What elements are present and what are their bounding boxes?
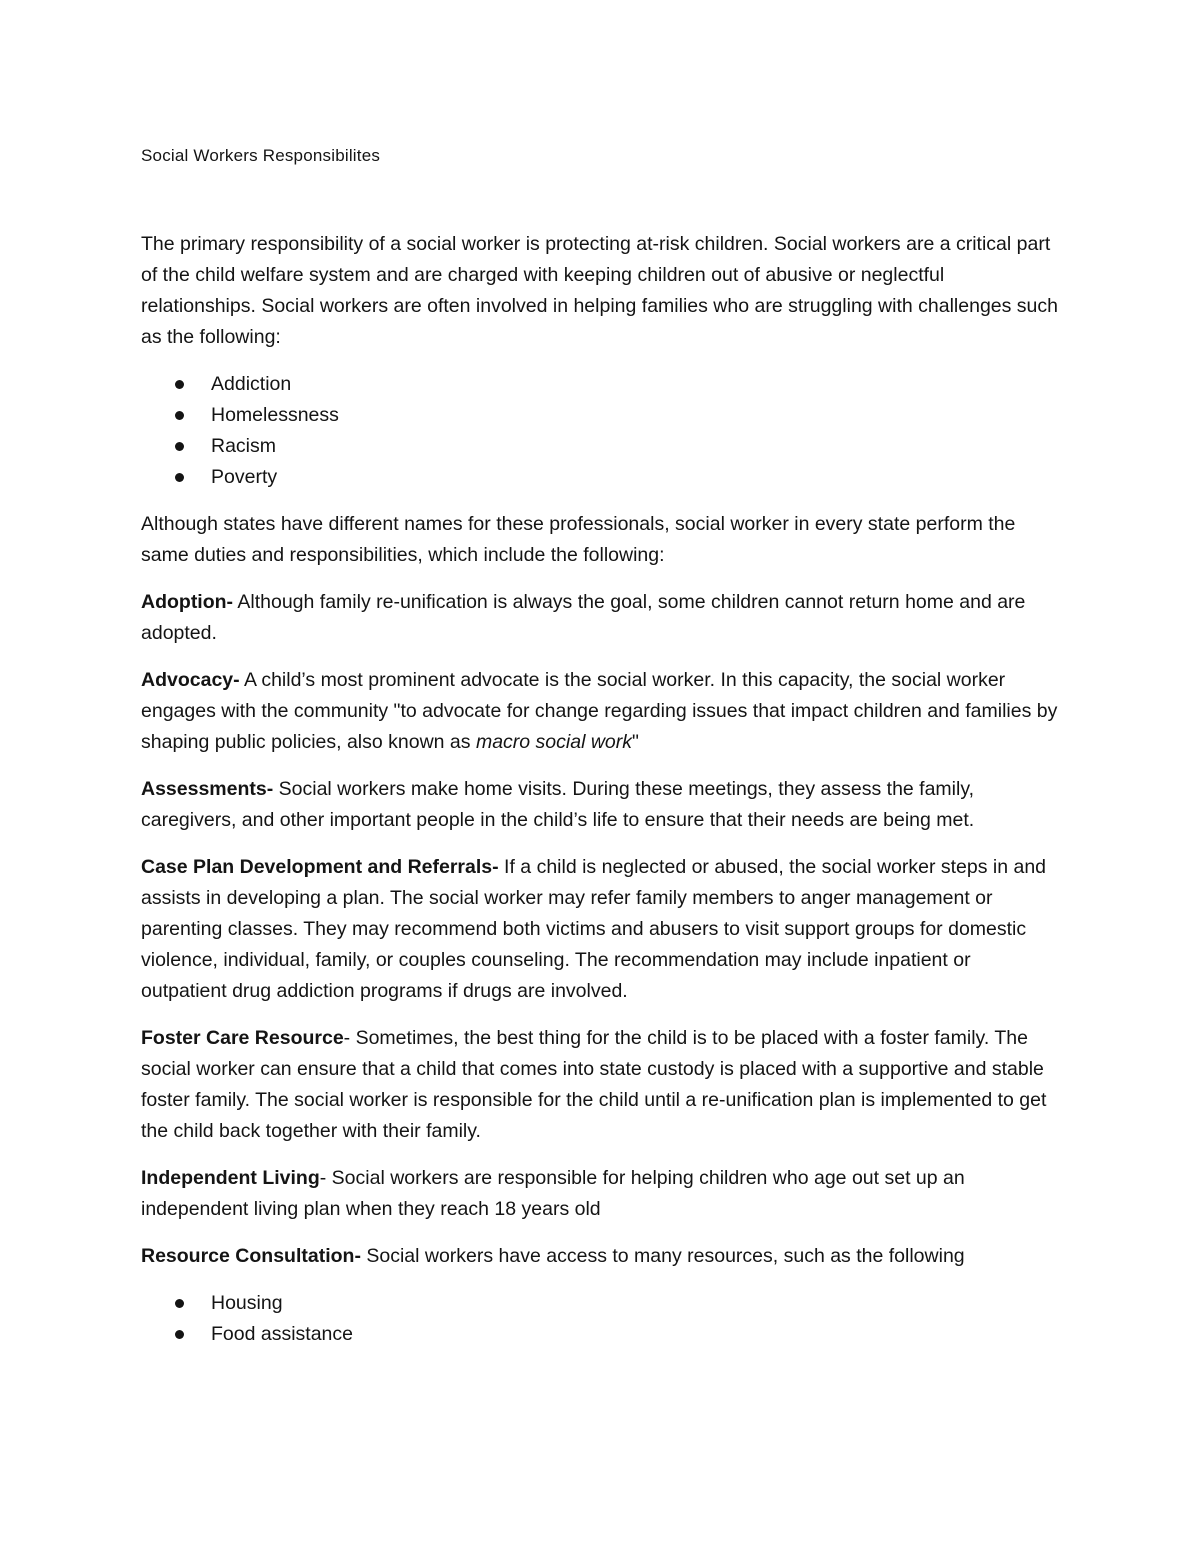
list-item: Housing (141, 1288, 1061, 1319)
duty-text: If a child is neglected or abused, the social worker steps in and assists in developing a plan. The social worker may refer family members to anger management or parenting classes. They may recommend both victims and abusers to visit support groups for domestic violence, individual, family, or couples counseling. The recommendation may include inpatient or outpatient drug addiction programs if drugs are involved. (141, 856, 1047, 1002)
duty-term: Foster Care Resource (141, 1027, 344, 1049)
duty-text: - Sometimes, the best thing for the child is to be placed with a foster family. The social worker can ensure that a child that comes into state custody is placed with a supportive and stable foster family. The social worker is responsible for the child until a re-unification plan is implemented to get the child back together with their family. (141, 1027, 1047, 1142)
bullet-icon (175, 380, 184, 389)
list-item: Food assistance (141, 1319, 1061, 1350)
bullet-icon (175, 442, 184, 451)
duty-term: Adoption- (141, 591, 234, 613)
list-item: Homelessness (141, 400, 1061, 431)
resources-list (141, 1288, 1061, 1350)
duty-text: A child’s most prominent advocate is the social worker. In this capacity, the social worker engages with the community "to advocate for change regarding issues that impact children and families by shaping public policies, also known as (141, 669, 1058, 753)
duty-term: Independent Living (141, 1167, 320, 1189)
bullet-icon (175, 411, 184, 420)
duty-term: Advocacy- (141, 669, 240, 691)
duty-term: Assessments- (141, 778, 274, 800)
list-item: Addiction (141, 369, 1061, 400)
duty-case-plan (141, 852, 1061, 1007)
duty-foster-care (141, 1023, 1061, 1147)
duty-text: Social workers have access to many resources, such as the following (360, 1245, 965, 1267)
intro-paragraph: The primary responsibility of a social worker is protecting at-risk children. Social workers are a critical part of the child welfare system and are charged with keeping children out of abusive or neglectful relationships. Social workers are often involved in helping families who are struggling with challenges such as the following: (141, 233, 1058, 348)
document-body (141, 229, 1061, 1366)
duty-term: Resource Consultation- (141, 1245, 361, 1267)
duty-assessments (141, 774, 1061, 836)
duty-term: Case Plan Development and Referrals- (141, 856, 499, 878)
list-item: Racism (141, 431, 1061, 462)
duty-text: Although family re-unification is always the goal, some children cannot return home and are adopted. (141, 591, 1026, 644)
duty-text-after: " (632, 731, 639, 753)
duty-independent-living (141, 1163, 1061, 1225)
duties-intro-paragraph: Although states have different names for these professionals, social worker in every state perform the same duties and responsibilities, which include the following: (141, 513, 1016, 566)
bullet-icon (175, 473, 184, 482)
duty-emphasis: macro social work (475, 731, 632, 753)
duty-adoption (141, 587, 1061, 649)
challenges-list (141, 369, 1061, 493)
duty-text: Social workers make home visits. During these meetings, they assess the family, caregivers, and other important people in the child’s life to ensure that their needs are being met. (141, 778, 975, 831)
bullet-icon (175, 1299, 184, 1308)
duty-text: - Social workers are responsible for helping children who age out set up an independent living plan when they reach 18 years old (141, 1167, 965, 1220)
list-item: Poverty (141, 462, 1061, 493)
document-title: Social Workers Responsibilites (141, 146, 381, 165)
duty-advocacy (141, 665, 1061, 758)
bullet-icon (175, 1330, 184, 1339)
duty-resource-consultation (141, 1241, 1061, 1272)
